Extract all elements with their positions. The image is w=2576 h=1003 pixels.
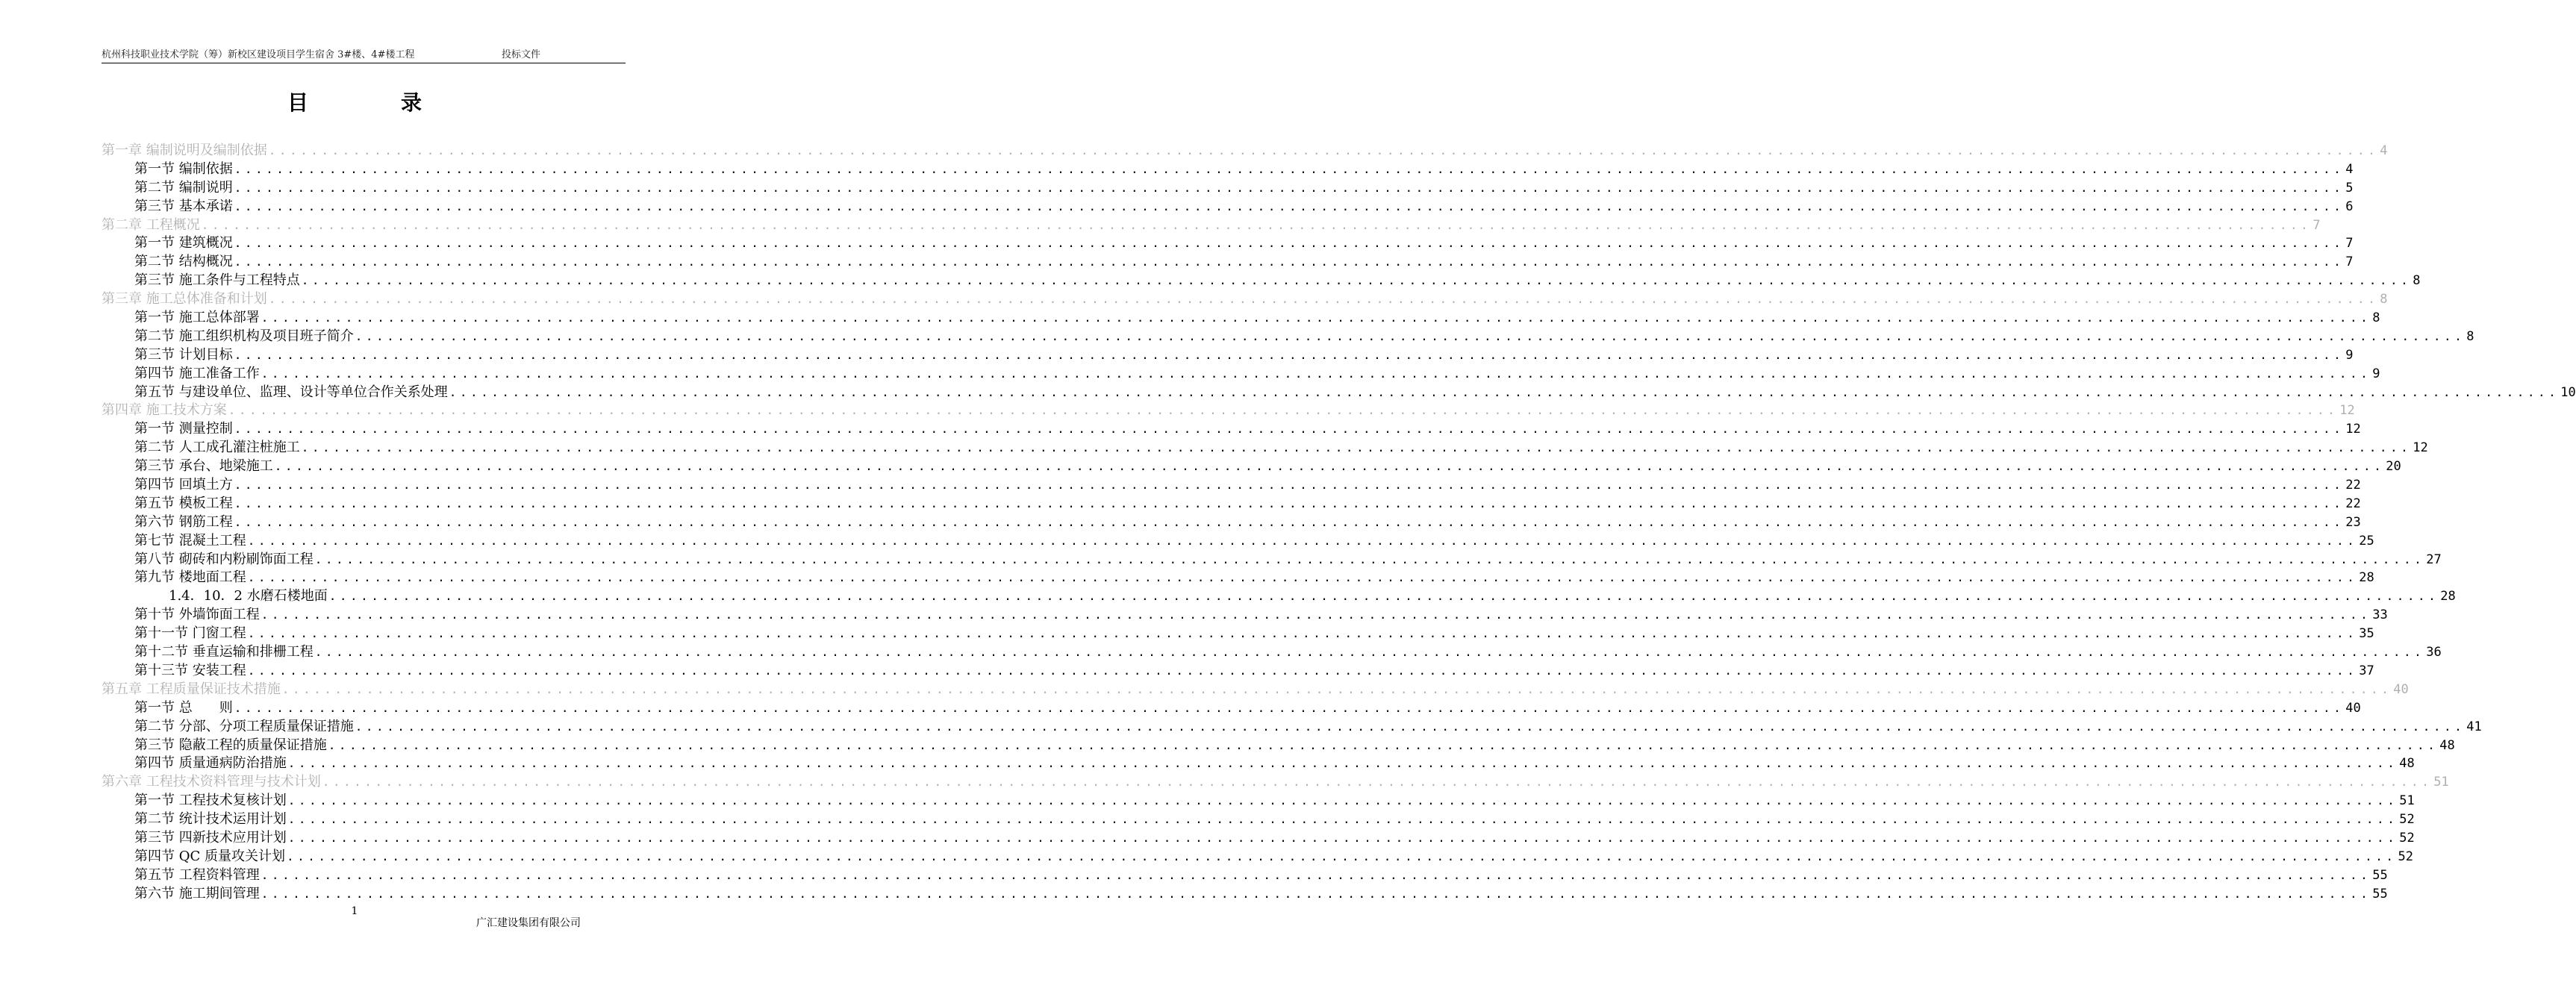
toc-entry-page: 35: [2359, 626, 2374, 642]
toc-entry-page: 52: [2398, 849, 2414, 864]
toc-section-entry[interactable]: [102, 365, 2380, 384]
toc-heading: 目 录: [287, 90, 458, 115]
toc-section-entry[interactable]: [102, 718, 2482, 737]
toc-dot-leader: ........................................................................................................................................................................................................: [247, 570, 2358, 585]
toc-section-entry[interactable]: [102, 810, 2415, 829]
toc-dot-leader: ........................................................................................................................................................................................................: [234, 496, 2345, 510]
toc-section-entry[interactable]: [102, 866, 2388, 885]
toc-section-entry[interactable]: [102, 272, 2421, 290]
toc-entry-label: 第四节 QC 质量攻关计划: [134, 848, 285, 864]
toc-entry-label: 第五节 工程资料管理: [134, 866, 260, 883]
toc-entry-label: 第八节 砌砖和内粉刷饰面工程: [134, 551, 314, 567]
toc-section-entry[interactable]: [102, 234, 2354, 253]
toc-dot-leader: ........................................................................................................................................................................................................: [234, 422, 2345, 437]
toc-dot-leader: ........................................................................................................................................................................................................: [234, 199, 2345, 213]
toc-entry-page: 8: [2380, 292, 2388, 307]
toc-entry-label: 第四章 施工技术方案: [102, 402, 227, 419]
toc-entry-page: 23: [2345, 514, 2361, 530]
document-type: 投标文件: [502, 49, 541, 60]
toc-entry-page: 28: [2440, 589, 2456, 604]
toc-entry-label: 第一节 编制依据: [134, 160, 233, 177]
toc-entry-label: 1.4．10．2 水磨石楼地面: [169, 588, 328, 604]
document-title: 杭州科技职业技术学院（筹）新校区建设项目学生宿舍 3#楼、4#楼工程: [102, 49, 415, 60]
toc-entry-page: 55: [2372, 886, 2388, 902]
toc-entry-page: 52: [2399, 812, 2415, 828]
toc-section-entry[interactable]: [102, 625, 2374, 643]
toc-entry-label: 第二章 工程概况: [102, 216, 200, 233]
toc-chapter-entry[interactable]: [102, 142, 2388, 160]
toc-section-entry[interactable]: [102, 476, 2361, 495]
toc-entry-page: 37: [2359, 663, 2374, 678]
toc-entry-page: 8: [2466, 328, 2474, 344]
toc-entry-label: 第三节 承台、地梁施工: [134, 458, 273, 475]
toc-entry-label: 第六章 工程技术资料管理与技术计划: [102, 774, 321, 790]
toc-section-entry[interactable]: [102, 848, 2414, 866]
toc-section-entry[interactable]: [102, 457, 2401, 476]
toc-entry-page: 12: [2413, 440, 2428, 456]
toc-dot-leader: ........................................................................................................................................................................................................: [328, 737, 2439, 752]
toc-entry-page: 7: [2313, 217, 2321, 233]
toc-dot-leader: ........................................................................................................................................................................................................: [322, 775, 2433, 790]
toc-section-entry[interactable]: [102, 439, 2428, 457]
toc-dot-leader: ........................................................................................................................................................................................................: [234, 514, 2345, 529]
toc-entry-page: 22: [2345, 478, 2361, 493]
toc-dot-leader: ........................................................................................................................................................................................................: [247, 533, 2358, 548]
toc-entry-page: 12: [2339, 403, 2355, 419]
toc-entry-page: 12: [2345, 422, 2361, 437]
toc-subsection-entry[interactable]: [102, 587, 2456, 606]
toc-dot-leader: ........................................................................................................................................................................................................: [287, 812, 2398, 827]
toc-entry-page: 36: [2426, 645, 2442, 660]
toc-entry-label: 第二节 结构概况: [134, 254, 233, 270]
toc-entry-page: 27: [2426, 552, 2442, 567]
toc-dot-leader: ........................................................................................................................................................................................................: [274, 459, 2385, 474]
toc-entry-label: 第二节 分部、分项工程质量保证措施: [134, 718, 354, 734]
toc-entry-label: 第五节 模板工程: [134, 495, 233, 511]
toc-entry-page: 52: [2399, 830, 2415, 846]
toc-dot-leader: ........................................................................................................................................................................................................: [261, 310, 2371, 325]
toc-entry-label: 第一节 测量控制: [134, 421, 233, 437]
toc-dot-leader: ........................................................................................................................................................................................................: [234, 180, 2345, 195]
toc-dot-leader: ........................................................................................................................................................................................................: [287, 756, 2398, 771]
toc-entry-label: 第十二节 垂直运输和排栅工程: [134, 644, 314, 660]
toc-entry-label: 第五章 工程质量保证技术措施: [102, 681, 281, 697]
toc-dot-leader: ........................................................................................................................................................................................................: [201, 217, 2312, 232]
toc-section-entry[interactable]: [102, 737, 2455, 755]
toc-dot-leader: ........................................................................................................................................................................................................: [268, 143, 2379, 157]
toc-section-entry[interactable]: [102, 253, 2354, 272]
toc-dot-leader: ........................................................................................................................................................................................................: [286, 849, 2397, 863]
toc-dot-leader: ........................................................................................................................................................................................................: [261, 886, 2371, 901]
toc-entry-page: 48: [2399, 756, 2415, 772]
toc-dot-leader: ........................................................................................................................................................................................................: [247, 626, 2358, 641]
table-of-contents: [102, 142, 2576, 904]
toc-entry-label: 第二节 施工组织机构及项目班子简介: [134, 328, 354, 344]
toc-entry-page: 40: [2345, 700, 2361, 716]
toc-entry-page: 6: [2345, 199, 2354, 214]
toc-section-entry[interactable]: [102, 160, 2354, 179]
toc-dot-leader: ........................................................................................................................................................................................................: [314, 552, 2425, 566]
toc-entry-label: 第十三节 安装工程: [134, 662, 246, 678]
toc-dot-leader: ........................................................................................................................................................................................................: [234, 254, 2345, 269]
toc-dot-leader: ........................................................................................................................................................................................................: [314, 645, 2425, 660]
toc-entry-label: 第三节 隐蔽工程的质量保证措施: [134, 737, 327, 753]
toc-chapter-entry[interactable]: [102, 773, 2449, 792]
toc-entry-label: 第一节 施工总体部署: [134, 310, 260, 326]
toc-entry-page: 22: [2345, 496, 2361, 511]
toc-entry-label: 第三节 四新技术应用计划: [134, 829, 287, 846]
toc-entry-label: 第三节 施工条件与工程特点: [134, 272, 300, 289]
toc-dot-leader: ........................................................................................................................................................................................................: [261, 607, 2371, 622]
toc-dot-leader: ........................................................................................................................................................................................................: [355, 328, 2466, 343]
toc-entry-label: 第一节 建筑概况: [134, 235, 233, 251]
toc-entry-page: 20: [2386, 459, 2401, 475]
toc-dot-leader: ........................................................................................................................................................................................................: [234, 700, 2345, 715]
company-name: 广汇建设集团有限公司: [476, 917, 581, 929]
toc-section-entry[interactable]: [102, 885, 2388, 904]
toc-entry-label: 第一节 总 则: [134, 699, 233, 716]
toc-dot-leader: ........................................................................................................................................................................................................: [301, 273, 2412, 288]
toc-section-entry[interactable]: [102, 532, 2374, 551]
toc-entry-label: 第六节 钢筋工程: [134, 513, 233, 530]
toc-chapter-entry[interactable]: [102, 216, 2321, 235]
toc-section-entry[interactable]: [102, 643, 2442, 662]
toc-section-entry[interactable]: [102, 792, 2415, 810]
toc-section-entry[interactable]: [102, 829, 2415, 848]
toc-dot-leader: ........................................................................................................................................................................................................: [234, 236, 2345, 251]
toc-dot-leader: ........................................................................................................................................................................................................: [268, 292, 2379, 307]
toc-section-entry[interactable]: [102, 179, 2354, 198]
toc-chapter-entry[interactable]: [102, 681, 2409, 699]
toc-section-entry[interactable]: [102, 513, 2361, 532]
toc-section-entry[interactable]: [102, 495, 2361, 513]
toc-section-entry[interactable]: [102, 328, 2474, 346]
toc-section-entry[interactable]: [102, 346, 2354, 365]
toc-dot-leader: ........................................................................................................................................................................................................: [234, 478, 2345, 493]
toc-entry-label: 第七节 混凝土工程: [134, 532, 246, 549]
toc-entry-label: 第四节 质量通病防治措施: [134, 755, 287, 772]
toc-section-entry[interactable]: [102, 699, 2361, 718]
toc-dot-leader: ........................................................................................................................................................................................................: [234, 161, 2345, 176]
toc-dot-leader: ........................................................................................................................................................................................................: [234, 347, 2345, 362]
toc-entry-page: 10: [2560, 384, 2576, 400]
toc-entry-page: 40: [2393, 681, 2409, 697]
toc-entry-label: 第十节 外墙饰面工程: [134, 607, 260, 623]
toc-dot-leader: ........................................................................................................................................................................................................: [301, 440, 2412, 455]
toc-dot-leader: ........................................................................................................................................................................................................: [355, 719, 2466, 734]
toc-entry-label: 第十一节 门窗工程: [134, 625, 246, 642]
toc-entry-label: 第九节 楼地面工程: [134, 569, 246, 586]
toc-dot-leader: ........................................................................................................................................................................................................: [261, 366, 2371, 381]
toc-section-entry[interactable]: [102, 569, 2374, 587]
toc-dot-leader: ........................................................................................................................................................................................................: [328, 589, 2439, 604]
toc-chapter-entry[interactable]: [102, 290, 2388, 309]
toc-section-entry[interactable]: [102, 606, 2388, 625]
toc-entry-label: 第六节 施工期间管理: [134, 885, 260, 902]
toc-entry-page: 41: [2466, 719, 2482, 734]
toc-dot-leader: ........................................................................................................................................................................................................: [281, 681, 2392, 696]
toc-dot-leader: ........................................................................................................................................................................................................: [228, 403, 2339, 418]
toc-entry-page: 33: [2372, 607, 2388, 623]
toc-entry-label: 第五节 与建设单位、监理、设计等单位合作关系处理: [134, 384, 448, 400]
toc-dot-leader: ........................................................................................................................................................................................................: [449, 384, 2560, 399]
toc-entry-page: 9: [2372, 366, 2380, 381]
toc-dot-leader: ........................................................................................................................................................................................................: [247, 663, 2358, 678]
toc-section-entry[interactable]: [102, 384, 2576, 402]
toc-entry-label: 第四节 回填土方: [134, 477, 233, 493]
toc-entry-label: 第四节 施工准备工作: [134, 365, 260, 381]
toc-entry-page: 8: [2413, 273, 2421, 289]
toc-entry-page: 25: [2359, 533, 2374, 549]
toc-section-entry[interactable]: [102, 198, 2354, 216]
toc-entry-page: 4: [2380, 143, 2388, 158]
toc-dot-leader: ........................................................................................................................................................................................................: [287, 793, 2398, 808]
toc-entry-page: 7: [2345, 236, 2354, 251]
toc-entry-page: 48: [2439, 737, 2455, 753]
toc-section-entry[interactable]: [102, 662, 2374, 681]
toc-entry-page: 8: [2372, 310, 2380, 326]
toc-entry-label: 第二节 人工成孔灌注桩施工: [134, 440, 300, 456]
toc-entry-page: 9: [2345, 347, 2354, 363]
page-header: [102, 49, 626, 63]
toc-entry-page: 51: [2433, 775, 2449, 790]
toc-chapter-entry[interactable]: [102, 401, 2355, 420]
page-number: 1: [351, 905, 358, 917]
toc-entry-label: 第三节 计划目标: [134, 346, 233, 363]
toc-entry-page: 28: [2359, 570, 2374, 586]
toc-entry-label: 第二节 统计技术运用计划: [134, 811, 287, 828]
toc-entry-label: 第一章 编制说明及编制依据: [102, 143, 267, 158]
toc-entry-page: 7: [2345, 254, 2354, 270]
toc-entry-page: 5: [2345, 180, 2354, 196]
toc-section-entry[interactable]: [102, 551, 2442, 569]
toc-dot-leader: ........................................................................................................................................................................................................: [261, 867, 2371, 882]
toc-entry-label: 第三章 施工总体准备和计划: [102, 291, 267, 307]
toc-entry-label: 第一节 工程技术复核计划: [134, 793, 287, 809]
toc-section-entry[interactable]: [102, 420, 2361, 439]
toc-section-entry[interactable]: [102, 754, 2415, 773]
toc-entry-page: 4: [2345, 161, 2354, 177]
toc-entry-page: 55: [2372, 867, 2388, 883]
toc-entry-label: 第三节 基本承诺: [134, 198, 233, 214]
toc-dot-leader: ........................................................................................................................................................................................................: [287, 830, 2398, 845]
toc-section-entry[interactable]: [102, 309, 2380, 328]
toc-entry-page: 51: [2399, 793, 2415, 809]
toc-entry-label: 第二节 编制说明: [134, 179, 233, 196]
